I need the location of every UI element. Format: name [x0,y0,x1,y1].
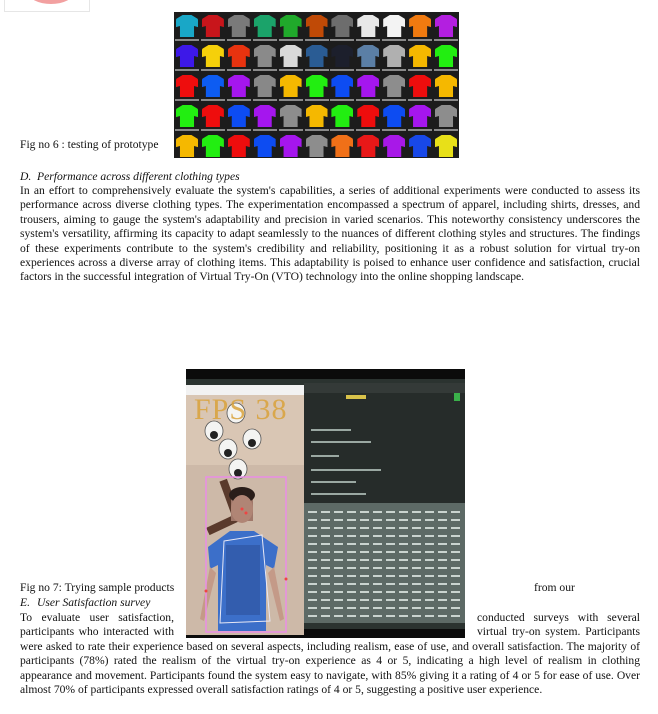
console-text-fragment [373,543,382,545]
thumbnail-label [382,39,406,41]
figure-6-caption: Fig no 6 : testing of prototype [20,138,159,151]
clothing-thumbnail [228,135,250,157]
console-text-fragment [360,591,369,593]
console-text-fragment [360,511,369,513]
console-text-fragment [373,535,382,537]
console-text-fragment [373,567,382,569]
console-text-fragment [438,559,447,561]
clothing-thumbnail [331,105,353,127]
thumbnail-label [356,99,380,101]
console-text-fragment [438,535,447,537]
clothing-thumbnail [254,15,276,37]
thumbnail-label [434,39,458,41]
console-text-fragment [451,543,460,545]
console-text-fragment [308,543,317,545]
console-text-fragment [425,591,434,593]
console-text-fragment [360,519,369,521]
clothing-thumbnail [357,15,379,37]
console-text-fragment [438,567,447,569]
console-text-fragment [386,607,395,609]
console-text-fragment [425,615,434,617]
console-text-fragment [360,615,369,617]
clothing-thumbnail [383,75,405,97]
thumbnail-label [356,69,380,71]
console-text-fragment [334,575,343,577]
clothing-thumbnail [228,45,250,67]
console-text-fragment [412,527,421,529]
thumbnail-label [279,99,303,101]
thumbnail-label [305,69,329,71]
console-text-fragment [399,527,408,529]
console-text-fragment [373,615,382,617]
section-e-title: User Satisfaction survey [37,596,151,609]
console-text-fragment [360,527,369,529]
console-text-fragment [321,559,330,561]
thumbnail-label [408,99,432,101]
console-text-fragment [308,519,317,521]
console-text-fragment [386,583,395,585]
clothing-thumbnail [409,45,431,67]
console-text-fragment [399,575,408,577]
console-text-fragment [438,615,447,617]
thumbnail-label [434,99,458,101]
clothing-thumbnail [357,75,379,97]
clothing-thumbnail [357,135,379,157]
console-text-fragment [386,559,395,561]
console-text-fragment [438,607,447,609]
console-text-fragment [373,519,382,521]
console-text-fragment [347,559,356,561]
console-text-fragment [386,527,395,529]
console-text-fragment [334,511,343,513]
section-e-line-1-right: conducted surveys with several [477,611,640,624]
console-text-fragment [386,543,395,545]
console-text-fragment [347,591,356,593]
console-text-fragment [334,527,343,529]
console-text-fragment [425,575,434,577]
thumbnail-label [330,99,354,101]
section-d-letter: D. [20,170,32,183]
console-text-fragment [334,519,343,521]
clothing-thumbnail [306,135,328,157]
thumbnail-label [408,69,432,71]
thumbnail-label [253,99,277,101]
console-text-fragment [373,551,382,553]
console-text-fragment [334,599,343,601]
console-text-fragment [399,543,408,545]
clothing-thumbnail [306,15,328,37]
console-text-fragment [347,551,356,553]
clothing-thumbnail [280,105,302,127]
console-text-fragment [360,575,369,577]
console-text-fragment [425,567,434,569]
clothing-thumbnail [357,45,379,67]
thumbnail-label [408,39,432,41]
console-text-fragment [360,535,369,537]
console-text-fragment [451,607,460,609]
console-text-fragment [412,543,421,545]
thumbnail-label [175,99,199,101]
console-text-fragment [399,551,408,553]
clothing-thumbnail [306,45,328,67]
console-text-fragment [334,615,343,617]
console-text-fragment [412,607,421,609]
console-text-fragment [425,535,434,537]
console-text-fragment [334,607,343,609]
clothing-thumbnail [280,135,302,157]
console-text-fragment [347,543,356,545]
console-text-fragment [347,599,356,601]
console-text-fragment [399,559,408,561]
section-e-body: were asked to rate their experience based on several aspects, including realism, ease of use, and overall satisfaction. The majority of participants (78%) rated the realism of the virtual try-on experience as 4 or 5, indicating a high level of realism in clothing appearance and movement. Participants found the system easy to navigate, with 85% giving it a rating of 4 or 5 for ease of use. Over almost 70% of participants expressed overall satisfaction ratings of 4 or 5, suggesting a positive user experience. [20,640,640,697]
console-text-fragment [373,607,382,609]
console-text-fragment [399,535,408,537]
console-text-fragment [399,599,408,601]
console-text-fragment [334,591,343,593]
clothing-thumbnail [435,75,457,97]
thumbnail-label [356,129,380,131]
console-text-fragment [425,527,434,529]
console-text-fragment [386,575,395,577]
thumbnail-label [253,69,277,71]
console-text-fragment [425,599,434,601]
clothing-thumbnail [383,105,405,127]
console-text-fragment [334,551,343,553]
console-text-fragment [412,511,421,513]
console-text-fragment [425,559,434,561]
console-text-fragment [308,591,317,593]
console-text-fragment [386,615,395,617]
console-text-fragment [308,551,317,553]
thumbnail-label [305,129,329,131]
figure-6-clothing-grid-image [174,12,459,158]
console-text-fragment [308,559,317,561]
console-text-fragment [321,527,330,529]
console-text-fragment [360,551,369,553]
console-text-fragment [451,599,460,601]
clothing-thumbnail [435,135,457,157]
section-d-title: Performance across different clothing types [37,170,240,183]
console-text-fragment [308,583,317,585]
clothing-thumbnail [202,75,224,97]
console-text-fragment [334,559,343,561]
console-text-fragment [412,615,421,617]
clothing-thumbnail [306,105,328,127]
console-text-fragment [373,591,382,593]
clothing-thumbnail [383,135,405,157]
clothing-thumbnail [254,135,276,157]
clothing-thumbnail [176,135,198,157]
thumbnail-label [305,39,329,41]
console-text-fragment [425,543,434,545]
console-text-fragment [321,551,330,553]
section-e-letter: E. [20,596,30,609]
console-text-fragment [308,567,317,569]
thumbnail-label [227,129,251,131]
console-text-fragment [425,583,434,585]
clothing-thumbnail [435,105,457,127]
clothing-thumbnail [383,45,405,67]
clothing-thumbnail [228,15,250,37]
clothing-thumbnail [254,75,276,97]
thumbnail-label [305,99,329,101]
console-text-fragment [412,567,421,569]
section-d-body: In an effort to comprehensively evaluate the system's capabilities, a series of additional experiments were conducted to assess its performance across diverse clothing types. The experimentation encompassed a spectrum of apparel, including shirts, dresses, and trousers, aiming to gauge the system's adaptability and precision in varied scenarios. This noteworthy consistency underscores the system's versatility, affirming its capacity to adapt seamlessly to the nuances of different clothing styles and structures. The findings of these experiments contribute to the system's credibility and reliability, positioning it as a robust solution for virtual try-on experiences across a diverse array of clothing items. This adaptability is poised to enhance user confidence and satisfaction, crucial factors in the successful integration of Virtual Try-On (VTO) technology into the online shopping landscape. [20,184,640,284]
console-text-fragment [386,519,395,521]
console-text-fragment [399,591,408,593]
console-text-fragment [373,527,382,529]
clothing-thumbnail [176,45,198,67]
console-text-fragment [386,591,395,593]
clothing-thumbnail [280,15,302,37]
console-text-fragment [425,519,434,521]
clothing-thumbnail [176,105,198,127]
thumbnail-label [227,69,251,71]
console-text-fragment [425,551,434,553]
thumbnail-label [434,69,458,71]
console-text-fragment [399,519,408,521]
clothing-thumbnail [409,75,431,97]
console-text-fragment [373,599,382,601]
console-text-fragment [360,543,369,545]
console-text-fragment [386,511,395,513]
console-text-fragment [438,583,447,585]
console-text-fragment [334,567,343,569]
console-text-fragment [386,551,395,553]
console-text-fragment [308,527,317,529]
section-e-line-2-right: virtual try-on system. Participants [477,625,640,638]
console-text-fragment [451,591,460,593]
thumbnail-label [382,129,406,131]
console-text-fragment [451,511,460,513]
console-text-fragment [412,591,421,593]
thumbnail-label [253,39,277,41]
clothing-thumbnail [280,45,302,67]
console-text-fragment [321,607,330,609]
section-d-heading [20,170,240,184]
clothing-thumbnail [228,105,250,127]
console-text-fragment [334,535,343,537]
clothing-thumbnail [383,15,405,37]
thumbnail-label [201,69,225,71]
console-text-fragment [438,591,447,593]
thumbnail-label [201,129,225,131]
console-text-fragment [308,511,317,513]
thumbnail-label [356,39,380,41]
console-text-fragment [451,535,460,537]
console-text-fragment [412,583,421,585]
console-text-fragment [321,567,330,569]
console-text-fragment [451,615,460,617]
console-text-fragment [321,511,330,513]
console-text-fragment [399,607,408,609]
clothing-thumbnail [306,75,328,97]
thumbnail-label [330,129,354,131]
console-text-fragment [412,575,421,577]
clothing-thumbnail [254,45,276,67]
console-text-fragment [334,583,343,585]
console-text-fragment [308,535,317,537]
console-text-fragment [451,519,460,521]
thumbnail-label [382,99,406,101]
console-text-fragment [386,567,395,569]
console-text-fragment [360,567,369,569]
console-text-fragment [308,599,317,601]
console-text-fragment [438,519,447,521]
console-text-fragment [412,599,421,601]
clothing-thumbnail [202,45,224,67]
console-text-fragment [451,583,460,585]
console-text-fragment [399,567,408,569]
console-text-fragment [451,527,460,529]
console-text-fragment [360,607,369,609]
console-text-fragment [438,527,447,529]
console-text-fragment [438,511,447,513]
clothing-thumbnail [202,135,224,157]
console-text-fragment [308,575,317,577]
clothing-thumbnail [435,15,457,37]
clothing-thumbnail [254,105,276,127]
console-text-fragment [321,535,330,537]
console-text-fragment [373,583,382,585]
console-text-fragment [347,535,356,537]
console-text-fragment [347,583,356,585]
console-text-fragment [412,535,421,537]
console-text-fragment [373,575,382,577]
thumbnail-label [279,39,303,41]
clothing-thumbnail [228,75,250,97]
console-text-fragment [347,519,356,521]
thumbnail-label [408,129,432,131]
clothing-thumbnail [202,15,224,37]
thumbnail-label [175,69,199,71]
clothing-thumbnail [331,45,353,67]
console-text-fragment [334,543,343,545]
thumbnail-label [175,39,199,41]
clothing-thumbnail [331,75,353,97]
console-text-fragment [347,567,356,569]
figure-7-caption-continued: from our [534,581,575,594]
console-text-fragment [438,599,447,601]
thumbnail-label [175,129,199,131]
console-text-fragment [425,511,434,513]
console-text-fragment [412,519,421,521]
console-text-fragment [321,583,330,585]
console-text-fragment [386,599,395,601]
section-e-line-2-left: participants who interacted with [20,625,174,638]
clothing-thumbnail [409,135,431,157]
clothing-thumbnail [357,105,379,127]
clothing-thumbnail [435,45,457,67]
console-text-fragment [438,551,447,553]
console-text-fragment [451,559,460,561]
clothing-thumbnail [202,105,224,127]
clothing-thumbnail [176,75,198,97]
console-text-fragment [347,575,356,577]
console-text-fragment [347,607,356,609]
console-text-fragment [321,599,330,601]
console-text-fragment [360,599,369,601]
thumbnail-label [279,69,303,71]
console-text-fragment [360,583,369,585]
console-text-fragment [321,575,330,577]
console-text-fragment [347,615,356,617]
console-text-fragment [399,615,408,617]
console-text-fragment [321,615,330,617]
section-e-line-1-left: To evaluate user satisfaction, [20,611,174,624]
console-text-fragment [412,559,421,561]
console-text-fragment [373,559,382,561]
console-text-fragment [308,615,317,617]
thumbnail-label [434,129,458,131]
console-text-fragment [321,591,330,593]
figure-7-caption: Fig no 7: Trying sample products [20,581,175,594]
console-text-fragment [373,511,382,513]
console-text-fragment [399,583,408,585]
console-text-fragment [412,551,421,553]
section-e-heading [20,596,150,610]
console-text-fragment [451,567,460,569]
console-text-fragment [321,519,330,521]
console-text-fragment [425,607,434,609]
thumbnail-label [253,129,277,131]
clothing-thumbnail [331,15,353,37]
clothing-thumbnail [280,75,302,97]
thumbnail-label [279,129,303,131]
clothing-thumbnail [409,105,431,127]
clothing-thumbnail [176,15,198,37]
console-text-fragment [347,511,356,513]
thumbnail-label [201,39,225,41]
figure-7-try-on-photo [186,369,465,638]
clothing-thumbnail [409,15,431,37]
thumbnail-label [330,69,354,71]
thumbnail-label [382,69,406,71]
thumbnail-label [227,39,251,41]
console-text-fragment [347,527,356,529]
thumbnail-label [330,39,354,41]
console-text-fragment [451,575,460,577]
console-text-fragment [399,511,408,513]
thumbnail-label [201,99,225,101]
console-text-fragment [438,543,447,545]
fps-overlay-text: FPS 38 [194,393,288,426]
thumbnail-label [227,99,251,101]
clothing-thumbnail [331,135,353,157]
console-text-fragment [308,607,317,609]
console-text-fragment [360,559,369,561]
console-text-fragment [451,551,460,553]
console-text-fragment [438,575,447,577]
console-text-fragment [386,535,395,537]
console-text-fragment [321,543,330,545]
